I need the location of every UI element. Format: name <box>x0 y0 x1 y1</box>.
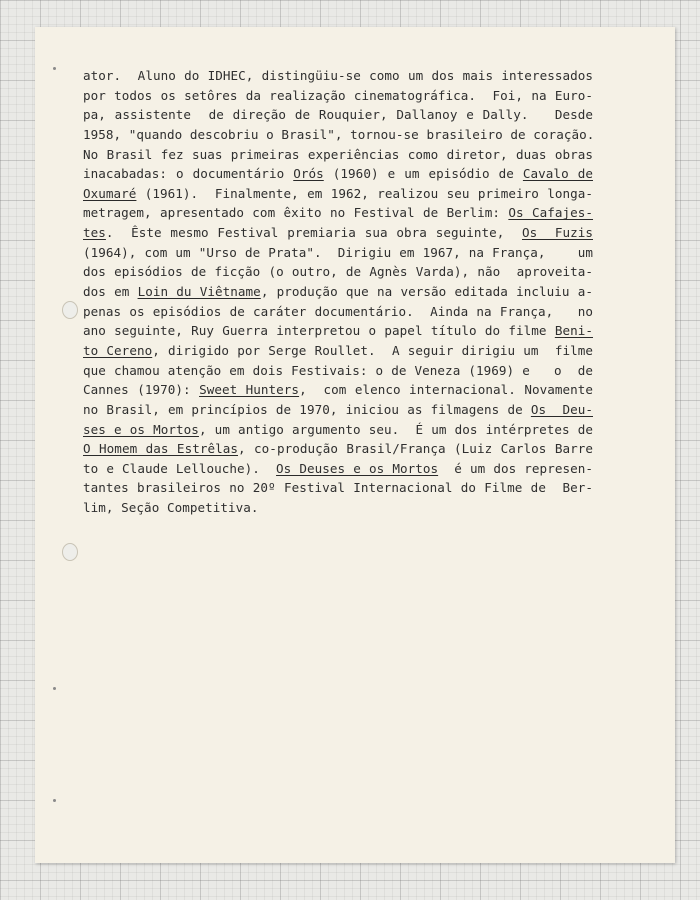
text-line <box>83 105 593 125</box>
text-line <box>83 302 593 322</box>
text-segment: que chamou atenção em dois Festivais: o de Veneza (1969) e o de <box>83 362 593 378</box>
text-segment: lim, Seção Competitiva. <box>83 500 259 516</box>
text-line <box>83 86 593 106</box>
text-segment: inacabadas: o documentário <box>83 166 294 182</box>
text-segment: (1964), com um "Urso de Prata". Dirigiu em 1967, na França, um <box>83 244 593 260</box>
text-line <box>83 282 593 302</box>
text-line <box>83 361 593 381</box>
punch-hole <box>62 543 78 561</box>
text-line <box>83 341 593 361</box>
text-segment: 1958, "quando descobriu o Brasil", tornou-se brasileiro de coração. <box>83 126 595 142</box>
text-segment: tantes brasileiros no 20º Festival Internacional do Filme de Ber- <box>83 480 593 496</box>
text-segment: penas os episódios de caráter documentário. Ainda na França, no <box>83 303 593 319</box>
typed-paragraph <box>83 66 593 518</box>
punch-hole <box>62 301 78 319</box>
text-segment: no Brasil, em princípios de 1970, iniciou as filmagens de <box>83 401 531 417</box>
underlined-title: Cavalo de <box>522 166 593 182</box>
text-line <box>83 66 593 86</box>
text-segment: to e Claude Lellouche). <box>83 460 277 476</box>
underlined-title: ses e os Mortos <box>83 421 199 437</box>
text-line <box>83 478 593 498</box>
text-segment: , produção que na versão editada incluiu a- <box>260 284 593 300</box>
text-segment: Cannes (1970): <box>83 382 200 398</box>
underlined-title: tes <box>83 225 106 241</box>
text-line <box>83 459 593 479</box>
text-line <box>83 184 593 204</box>
margin-mark <box>53 687 56 690</box>
text-line <box>83 223 593 243</box>
text-line <box>83 145 593 165</box>
underlined-title: Orós <box>293 166 324 182</box>
text-line <box>83 321 593 341</box>
text-line <box>83 243 593 263</box>
margin-mark <box>53 799 56 802</box>
underlined-title: Os Deuses e os Mortos <box>276 460 439 476</box>
text-segment: dos em <box>83 284 138 300</box>
text-segment: , com elenco internacional. Novamente <box>299 382 594 398</box>
text-line <box>83 439 593 459</box>
underlined-title: Os Fuzis <box>521 225 593 241</box>
text-segment: metragem, apresentado com êxito no Festival de Berlim: <box>83 205 509 221</box>
text-line <box>83 125 593 145</box>
underlined-title: Loin du Viêtname <box>137 284 261 300</box>
text-line <box>83 262 593 282</box>
text-segment: dos episódios de ficção (o outro, de Agnès Varda), não aproveita- <box>83 264 593 280</box>
text-segment: por todos os setôres da realização cinematográfica. Foi, na Euro- <box>83 87 593 103</box>
text-line <box>83 203 593 223</box>
text-line <box>83 380 593 400</box>
text-segment: ano seguinte, Ruy Guerra interpretou o papel título do filme <box>83 323 555 339</box>
text-segment: ator. Aluno do IDHEC, distingüiu-se como um dos mais interessados <box>83 68 593 83</box>
margin-mark <box>53 67 56 70</box>
underlined-title: to Cereno <box>83 342 153 358</box>
text-line <box>83 420 593 440</box>
underlined-title: Os Cafajes- <box>508 205 594 221</box>
underlined-title: Os Deu- <box>530 401 593 417</box>
text-line <box>83 164 593 184</box>
text-segment: (1961). Finalmente, em 1962, realizou seu primeiro longa- <box>136 185 593 201</box>
text-segment: . Êste mesmo Festival premiaria sua obra seguinte, <box>105 225 522 241</box>
underlined-title: Beni- <box>554 323 593 339</box>
text-segment: No Brasil fez suas primeiras experiências como diretor, duas obras <box>83 146 593 162</box>
underlined-title: Sweet Hunters <box>199 382 300 398</box>
underlined-title: Oxumaré <box>83 185 137 201</box>
text-segment: é um dos represen- <box>438 460 593 476</box>
text-segment: , dirigido por Serge Roullet. A seguir dirigiu um filme <box>152 342 593 358</box>
text-segment: , co-produção Brasil/França (Luiz Carlos Barre <box>238 441 593 457</box>
underlined-title: O Homem das Estrêlas <box>83 441 238 457</box>
text-segment: (1960) e um episódio de <box>323 166 523 182</box>
text-segment: , um antigo argumento seu. É um dos intérpretes de <box>198 421 593 437</box>
text-line <box>83 400 593 420</box>
text-segment: pa, assistente de direção de Rouquier, Dallanoy e Dally. Desde <box>83 107 593 123</box>
text-line <box>83 498 593 518</box>
